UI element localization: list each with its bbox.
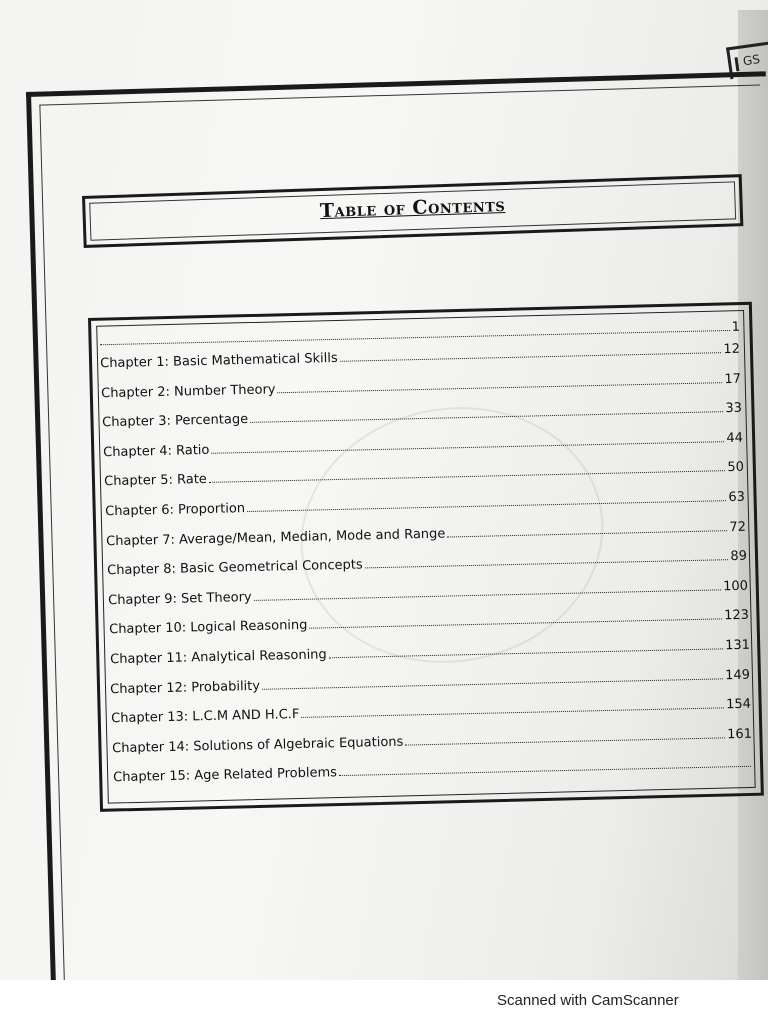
page-title: Table of Contents [319,193,506,223]
toc-page-number: 131 [724,637,750,654]
toc-page-number: 1 [731,319,741,335]
toc-chapter-title: Chapter 6: Proportion [104,501,246,520]
toc-chapter-title: Chapter 10: Logical Reasoning [108,618,308,638]
toc-chapter-title: Chapter 9: Set Theory [107,589,252,609]
toc-chapter-title: Chapter 11: Analytical Reasoning [109,647,327,668]
toc-chapter-title: Chapter 3: Percentage [101,412,249,431]
toc-page-number: 63 [728,489,745,506]
toc-chapter-title: Chapter 12: Probability [110,678,261,697]
toc-page-number: 123 [723,608,749,624]
toc-chapter-title: Chapter 7: Average/Mean, Median, Mode and Range [105,526,446,549]
toc-chapter-title: Chapter 8: Basic Geometrical Concepts [106,557,363,579]
toc-page-number: 72 [728,519,746,535]
toc-chapter-title: Chapter 5: Rate [103,472,207,490]
toc-leader-dots [447,530,727,537]
toc-chapter-title: Chapter 4: Ratio [102,442,210,461]
toc-chapter-title: Chapter 1: Basic Mathematical Skills [99,350,338,372]
toc-page-number: 154 [726,696,752,713]
toc-chapter-title: Chapter 15: Age Related Problems [113,765,338,786]
toc-page-number: 149 [725,667,751,683]
toc-page-number: 89 [729,548,747,565]
toc-page-number: 50 [727,460,744,476]
scanner-watermark-text: Scanned with CamScanner [497,992,679,1009]
tab-bar [734,57,739,71]
toc-page-number: 12 [723,341,741,358]
toc-page-number: 33 [725,400,743,417]
toc-chapter-title: Chapter 14: Solutions of Algebraic Equations [112,734,404,757]
toc-chapter-title: Chapter 2: Number Theory [100,381,276,401]
toc-chapter-title: Chapter 13: L.C.M AND H.C.F [111,707,300,727]
toc-page-number: 161 [727,726,753,743]
toc-page-number: 17 [724,371,742,387]
toc-page-number: 44 [726,430,744,446]
toc-page-number: 100 [722,578,748,595]
section-tab-label: GS [742,52,761,69]
